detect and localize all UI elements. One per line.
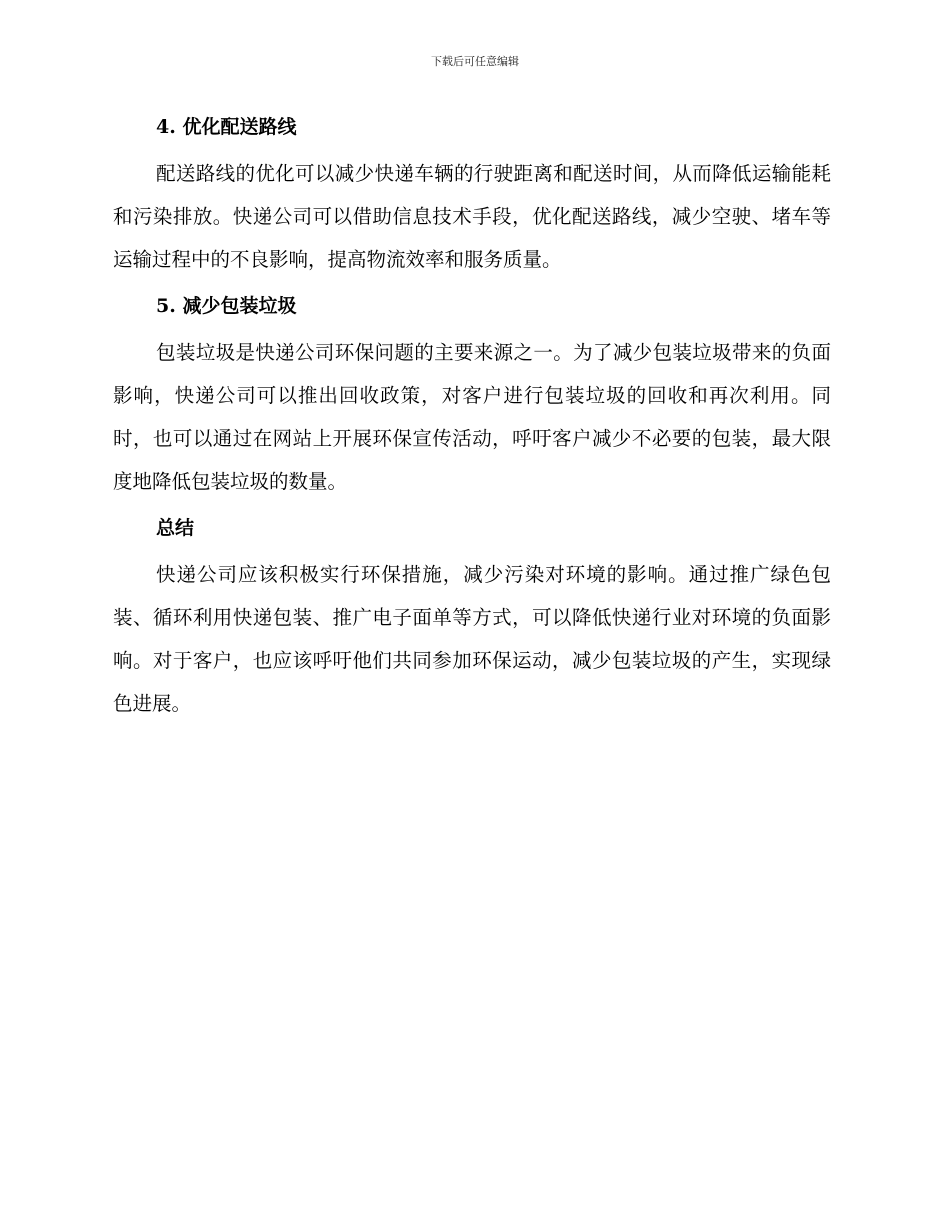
section-heading: 5. 减少包装垃圾 [156,295,297,317]
section-paragraph: 快递公司应该积极实行环保措施，减少污染对环境的影响。通过推广绿色包装、循环利用快递包装、推广电子面单等方式，可以降低快递行业对环境的负面影响。对于客户，也应该呼吁他们共同参加环保运动，减少包装垃圾的产生，实现绿色进展。 [113,563,831,715]
document-body [113,112,831,725]
page-header: 下载后可任意编辑 [431,55,519,68]
section-heading: 总结 [156,517,195,539]
section-reduce-packaging [113,291,831,513]
section-heading: 4. 优化配送路线 [156,116,297,138]
section-paragraph: 配送路线的优化可以减少快递车辆的行驶距离和配送时间，从而降低运输能耗和污染排放。快递公司可以借助信息技术手段，优化配送路线，减少空驶、堵车等运输过程中的不良影响，提高物流效率和服务质量。 [113,162,831,271]
section-summary [113,513,831,725]
section-paragraph: 包装垃圾是快递公司环保问题的主要来源之一。为了减少包装垃圾带来的负面影响，快递公司可以推出回收政策，对客户进行包装垃圾的回收和再次利用。同时，也可以通过在网站上开展环保宣传活动，呼吁客户减少不必要的包装，最大限度地降低包装垃圾的数量。 [113,341,831,493]
section-optimize-routes [113,112,831,291]
